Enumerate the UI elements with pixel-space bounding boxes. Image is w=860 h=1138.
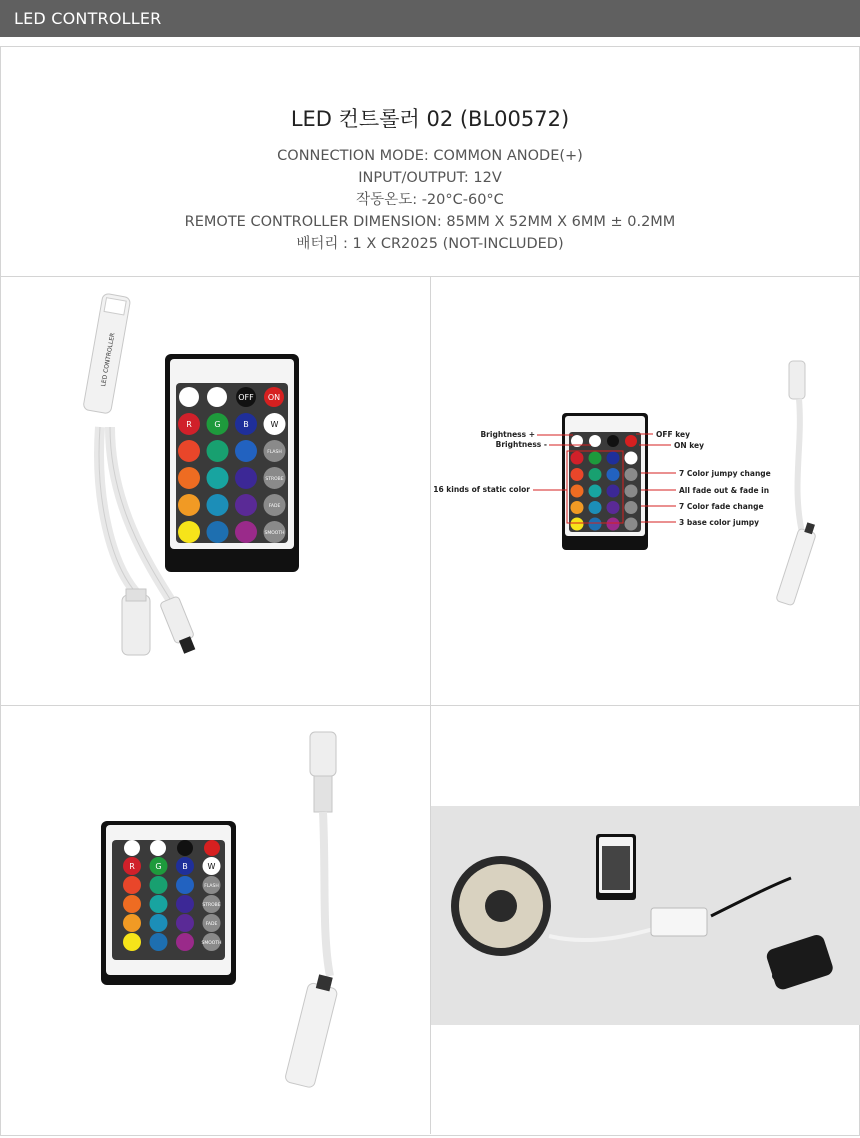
- label-base-jumpy: 3 base color jumpy: [679, 518, 760, 527]
- remote-button: [207, 494, 229, 516]
- label-off-key: OFF key: [656, 430, 690, 439]
- spec-remote-dimension: REMOTE CONTROLLER DIMENSION: 85MM X 52MM X 6MM ± 0.2MM: [184, 214, 676, 230]
- controller-label: LED CONTROLLER: [100, 332, 117, 388]
- remote-button: [207, 521, 229, 543]
- label-brightness-up: Brightness +: [480, 430, 535, 439]
- remote-button: [607, 518, 620, 531]
- label-static-color: 16 kinds of static color: [433, 485, 530, 494]
- product-photo-3: [0, 706, 430, 1134]
- remote-on-label: ON: [267, 393, 281, 402]
- remote-button-label: FLASH: [204, 884, 219, 889]
- product-photo-1: [0, 277, 430, 705]
- spec-operating-temp: 작동온도: -20°C-60°C: [356, 192, 504, 208]
- product-photo-set: [431, 806, 860, 1025]
- remote-button: [123, 933, 141, 951]
- remote-button-label: STROBE: [265, 477, 284, 482]
- remote-button: [607, 452, 620, 465]
- remote-button-label: W: [207, 862, 216, 871]
- product-title: LED 컨트롤러 02 (BL00572): [290, 107, 570, 131]
- remote-button: [176, 914, 194, 932]
- remote-button-label: STROBE: [202, 903, 221, 908]
- remote-button: [176, 876, 194, 894]
- remote-button: [235, 521, 257, 543]
- remote-button: [571, 501, 584, 514]
- spec-battery: 배터리 : 1 X CR2025 (NOT-INCLUDED): [296, 236, 564, 252]
- remote-button: [625, 501, 638, 514]
- remote-button: [176, 933, 194, 951]
- remote-button: [150, 895, 168, 913]
- remote-off-label: OFF: [238, 393, 254, 402]
- remote-button: [123, 895, 141, 913]
- remote-button: [150, 933, 168, 951]
- remote-button: [625, 485, 638, 498]
- remote-button: [571, 518, 584, 531]
- remote-button: [571, 452, 584, 465]
- label-fade-in-out: All fade out & fade in: [679, 486, 770, 495]
- remote-control-image: [165, 354, 299, 572]
- remote-button-label: R: [186, 420, 192, 429]
- remote-button: [235, 440, 257, 462]
- label-fade-change: 7 Color fade change: [679, 502, 764, 511]
- remote-button: [123, 914, 141, 932]
- remote-button: [178, 521, 200, 543]
- remote-button: [607, 485, 620, 498]
- remote-button: [235, 494, 257, 516]
- remote-button: [589, 485, 602, 498]
- remote-button-label: SMOOTH: [264, 531, 285, 536]
- top-header-bar: [0, 0, 860, 37]
- remote-button: [571, 485, 584, 498]
- label-on-key: ON key: [674, 441, 705, 450]
- remote-button-label: SMOOTH: [201, 941, 222, 946]
- remote-button-label: FADE: [205, 922, 218, 927]
- remote-button: [150, 876, 168, 894]
- remote-button: [176, 895, 194, 913]
- remote-button: [178, 440, 200, 462]
- remote-button: [207, 467, 229, 489]
- remote-button: [178, 467, 200, 489]
- remote-button: [589, 468, 602, 481]
- remote-button: [625, 468, 638, 481]
- remote-button: [607, 468, 620, 481]
- remote-button: [571, 468, 584, 481]
- button-function-diagram: [431, 277, 860, 705]
- remote-button: [589, 452, 602, 465]
- remote-button-label: G: [214, 420, 221, 429]
- label-jumpy: 7 Color jumpy change: [679, 469, 771, 478]
- remote-button: [178, 494, 200, 516]
- remote-button: [607, 501, 620, 514]
- remote-button-label: FLASH: [267, 450, 282, 455]
- remote-button: [235, 467, 257, 489]
- remote-button-label: G: [155, 862, 162, 871]
- remote-button-label: R: [129, 862, 135, 871]
- remote-button: [123, 876, 141, 894]
- remote-button-label: FADE: [268, 504, 281, 509]
- remote-button: [625, 518, 638, 531]
- remote-button: [150, 914, 168, 932]
- remote-button: [207, 440, 229, 462]
- label-brightness-down: Brightness -: [495, 440, 547, 449]
- remote-button: [589, 501, 602, 514]
- remote-button: [589, 518, 602, 531]
- remote-button-label: B: [182, 862, 188, 871]
- remote-button: [625, 452, 638, 465]
- remote-button-label: W: [270, 420, 279, 429]
- spec-list: [0, 145, 860, 255]
- remote-button-label: B: [243, 420, 249, 429]
- header-title: LED CONTROLLER: [14, 9, 162, 28]
- spec-connection-mode: CONNECTION MODE: COMMON ANODE(+): [277, 148, 583, 164]
- spec-input-output: INPUT/OUTPUT: 12V: [358, 170, 502, 186]
